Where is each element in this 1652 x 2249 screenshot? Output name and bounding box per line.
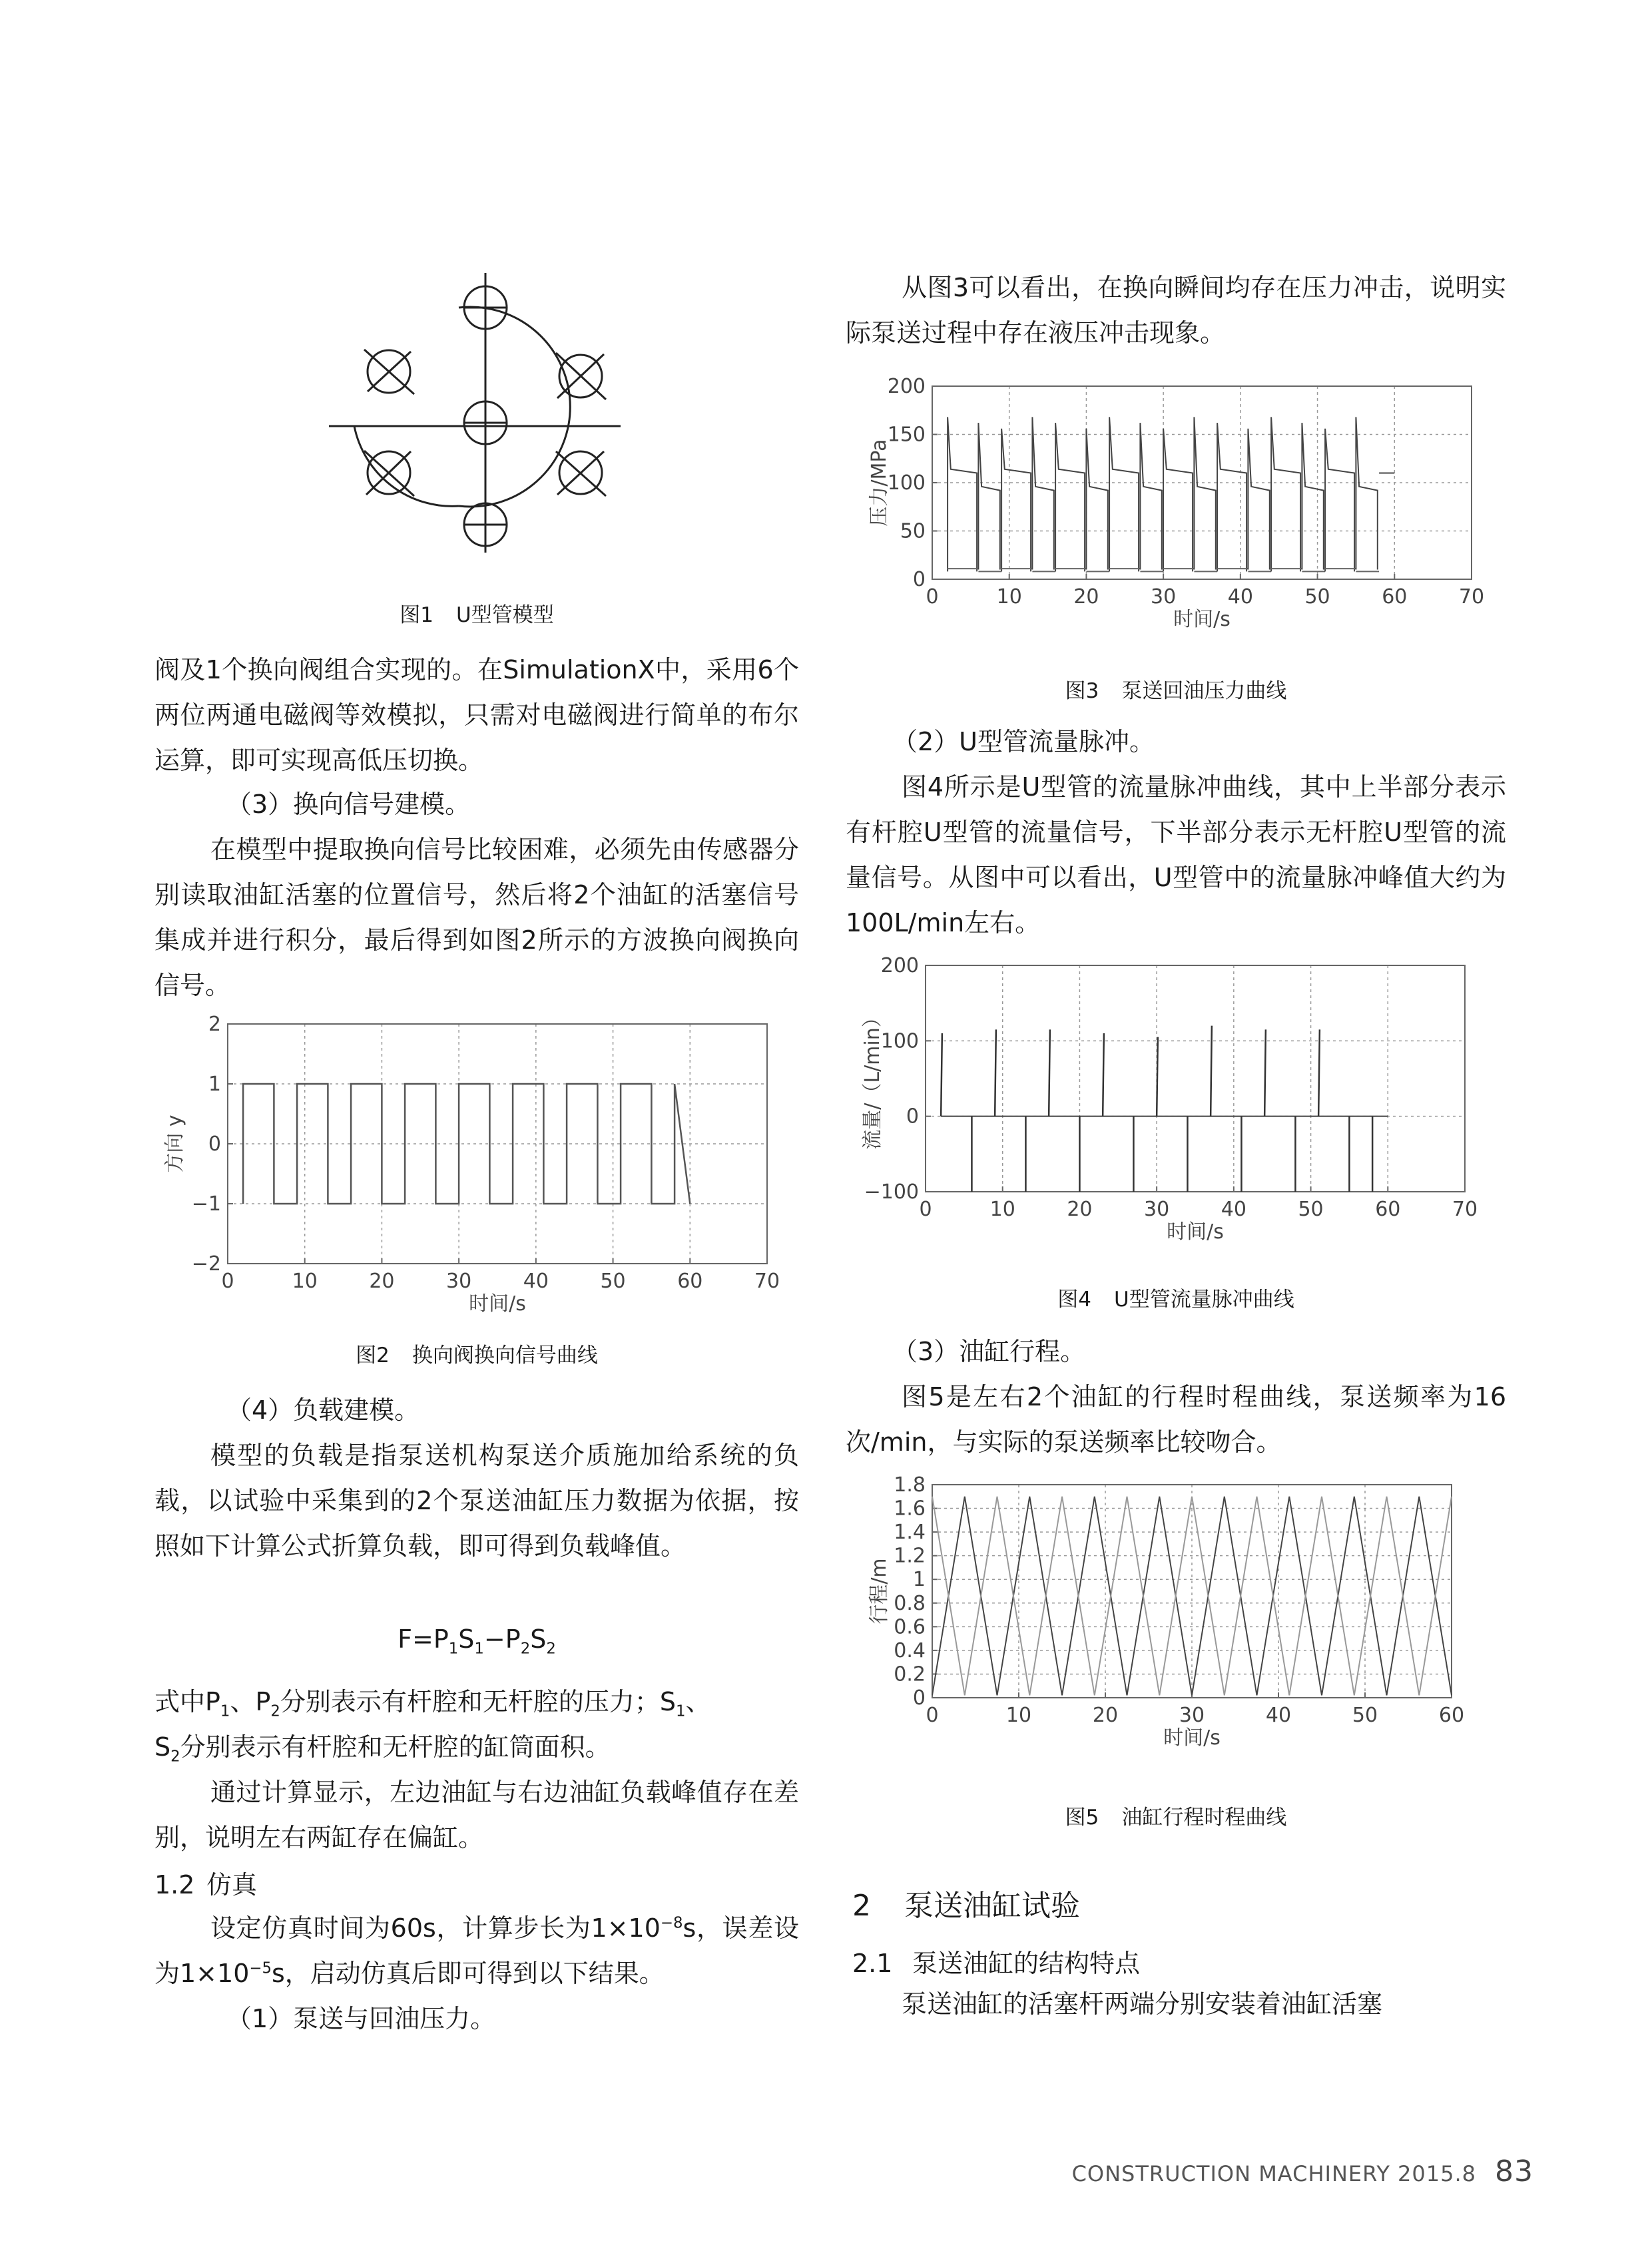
y-axis-label: 行程/m [868, 1558, 891, 1624]
pressure-segment [1032, 417, 1053, 569]
tick-label-y: −100 [864, 1180, 919, 1204]
page-footer [1072, 2154, 1533, 2188]
fig2-caption: 图2 换向阀换向信号曲线 [356, 1344, 598, 1368]
fig2-chart [154, 1013, 799, 1316]
fig1-caption: 图1 U型管模型 [400, 603, 554, 627]
tick-label-y: 0 [912, 568, 926, 591]
tick-label-x: 50 [1298, 1198, 1324, 1221]
tick-label-x: 20 [1067, 1198, 1093, 1221]
right-heading-3: （3）油缸行程。 [892, 1337, 1086, 1366]
pressure-segment [978, 423, 999, 569]
tick-label-y: 0.8 [894, 1591, 926, 1615]
fig5-chart [846, 1473, 1506, 1771]
flow-pulse-up [1103, 1033, 1104, 1117]
pressure-segment [1086, 429, 1107, 570]
pressure-segment [1055, 423, 1085, 571]
tick-label-x: 60 [1438, 1704, 1465, 1727]
tick-label-x: 70 [1452, 1198, 1478, 1221]
right-paragraph-4: 泵送油缸的活塞杆两端分别安装着油缸活塞 [902, 1989, 1383, 2019]
tick-label-x: 40 [1227, 585, 1253, 609]
pressure-segment [1194, 417, 1215, 569]
left-heading-3: （3）换向信号建模。 [226, 790, 471, 819]
tick-label-x: 70 [1458, 585, 1485, 609]
pressure-segment [1217, 423, 1246, 571]
tick-label-x: 30 [446, 1270, 472, 1293]
tick-label-x: 60 [677, 1270, 703, 1293]
pressure-segment [1271, 417, 1300, 571]
tick-label-x: 10 [292, 1270, 318, 1293]
page-number: 83 [1495, 2154, 1533, 2188]
tick-label-y: 1 [208, 1073, 221, 1096]
left-paragraph-2: 在模型中提取换向信号比较困难，必须先由传感器分别读取油缸活塞的位置信号，然后将2个油缸的活塞信号集成并进行积分，最后得到如图2所示的方波换向阀换向信号。 [154, 835, 799, 1000]
flow-pulse-up [1049, 1029, 1050, 1116]
fig4-caption: 图4 U型管流量脉冲曲线 [1057, 1288, 1294, 1312]
y-axis-label: 方向 y [163, 1115, 186, 1173]
section-1-2-heading: 1.2 仿真 [154, 1870, 258, 1899]
tick-label-y: 150 [887, 423, 926, 447]
tick-label-x: 20 [1092, 1704, 1119, 1727]
left-paragraph-5: 通过计算显示，左边油缸与右边油缸负载峰值存在差别，说明左右两缸存在偏缸。 [154, 1778, 799, 1852]
tick-label-x: 10 [989, 1198, 1015, 1221]
tick-label-y: 1.6 [894, 1497, 926, 1521]
tick-label-x: 30 [1179, 1704, 1205, 1727]
pressure-segment [1325, 429, 1354, 572]
tick-label-x: 10 [996, 585, 1022, 609]
tick-label-x: 0 [926, 1704, 939, 1727]
tick-label-y: 0.6 [894, 1615, 926, 1639]
pressure-segment [1140, 423, 1161, 569]
tick-label-y: 1 [912, 1568, 926, 1592]
tick-label-x: 10 [1005, 1704, 1032, 1727]
tick-label-y: 1.2 [894, 1544, 926, 1568]
pressure-segment [1248, 429, 1269, 570]
right-paragraph-2: 图4所示是U型管的流量脉冲曲线，其中上半部分表示有杆腔U型管的流量信号，下半部分表示无杆腔U型管的流量信号。从图中可以看出，U型管中的流量脉冲峰值大约为100L/min左右。 [846, 772, 1506, 937]
tick-label-x: 40 [523, 1270, 549, 1293]
flow-pulse-up [1264, 1029, 1266, 1116]
tick-label-y: 50 [900, 519, 926, 543]
tick-label-y: 2 [208, 1013, 221, 1036]
tick-label-x: 50 [600, 1270, 626, 1293]
fig3-chart [846, 375, 1506, 652]
y-axis-label: 流量/（L/min） [861, 1007, 884, 1150]
load-formula: $F=P_1S_1-P_2S_2$ [398, 1624, 556, 1658]
tick-label-y: 0.4 [894, 1638, 926, 1662]
fig3-caption: 图3 泵送回油压力曲线 [1065, 679, 1287, 703]
tick-label-y: −1 [191, 1192, 221, 1216]
flow-pulse-up [941, 1033, 942, 1117]
flow-pulse-up [1157, 1037, 1158, 1117]
tick-label-y: 100 [887, 471, 926, 495]
pressure-segment [1302, 423, 1323, 569]
right-heading-2: （2）U型管流量脉冲。 [892, 727, 1155, 756]
tick-label-y: 0.2 [894, 1662, 926, 1686]
tick-label-y: 200 [880, 954, 919, 977]
tick-label-x: 40 [1265, 1704, 1292, 1727]
pressure-segment [1001, 429, 1031, 572]
flow-pulse-up [1211, 1026, 1212, 1117]
tick-label-y: 100 [880, 1029, 919, 1053]
plot-frame [926, 965, 1465, 1192]
fig5-caption: 图5 油缸行程时程曲线 [1065, 1806, 1287, 1830]
series-line [243, 1084, 690, 1204]
tick-label-y: 200 [887, 375, 926, 398]
tick-label-x: 50 [1352, 1704, 1378, 1727]
pressure-segment [1109, 417, 1139, 571]
pressure-segment [1356, 417, 1377, 569]
section-2-heading: 2 泵送油缸试验 [852, 1889, 1080, 1923]
x-axis-label: 时间/s [1167, 1220, 1224, 1244]
tick-label-x: 30 [1151, 585, 1177, 609]
section-2-1-heading: 2.1 泵送油缸的结构特点 [852, 1949, 1141, 1978]
left-paragraph-3: 模型的负载是指泵送机构泵送介质施加给系统的负载，以试验中采集到的2个泵送油缸压力数据为依据，按照如下计算公式折算负载，即可得到负载峰值。 [154, 1441, 799, 1561]
tick-label-x: 0 [919, 1198, 932, 1221]
tick-label-y: 0 [208, 1132, 221, 1156]
fig1-diagram [328, 273, 634, 553]
journal-name: CONSTRUCTION MACHINERY 2015.8 [1071, 2161, 1476, 2186]
y-axis-label: 压力/MPa [868, 439, 891, 527]
tick-label-x: 0 [221, 1270, 234, 1293]
tick-label-y: 1.4 [894, 1521, 926, 1545]
tick-label-y: −2 [191, 1252, 221, 1276]
tick-label-y: 0 [912, 1686, 926, 1710]
left-heading-4: （4）负载建模。 [226, 1395, 420, 1425]
tick-label-x: 20 [1073, 585, 1099, 609]
tick-label-x: 20 [369, 1270, 395, 1293]
tick-label-x: 30 [1144, 1198, 1170, 1221]
left-paragraph-6: 设定仿真时间为60s，计算步长为$1\times 10^{-8}s$，误差设为$1\times 10^{-5}s$，启动仿真后即可得到以下结果。 [154, 1913, 799, 1988]
fig4-chart [846, 954, 1506, 1252]
right-paragraph-3: 图5是左右2个油缸的行程时程曲线，泵送频率为16次/min，与实际的泵送频率比较吻合。 [846, 1382, 1506, 1457]
pressure-segment [1163, 429, 1193, 572]
tick-label-x: 70 [754, 1270, 780, 1293]
x-axis-label: 时间/s [469, 1292, 526, 1316]
left-paragraph-1: 阀及1个换向阀组合实现的。在SimulationX中，采用6个两位两通电磁阀等效模拟，只需对电磁阀进行简单的布尔运算，即可实现高低压切换。 [154, 655, 799, 775]
left-paragraph-4: 式中$P_1$、$P_2$分别表示有杆腔和无杆腔的压力；$S_1$、 $S_2$分别表示有杆腔和无杆腔的缸筒面积。 [154, 1687, 711, 1766]
right-paragraph-1: 从图3可以看出，在换向瞬间均存在压力冲击，说明实际泵送过程中存在液压冲击现象。 [846, 273, 1506, 348]
tick-label-x: 50 [1304, 585, 1330, 609]
pressure-segment [948, 417, 977, 571]
flow-pulse-up [1318, 1029, 1320, 1116]
tick-label-y: 1.8 [894, 1473, 926, 1497]
tick-label-x: 60 [1382, 585, 1408, 609]
tick-label-y: 0 [906, 1105, 919, 1128]
tick-label-x: 0 [926, 585, 939, 609]
left-heading-1: （1）泵送与回油压力。 [226, 2004, 496, 2033]
x-axis-label: 时间/s [1173, 608, 1231, 631]
x-axis-label: 时间/s [1163, 1726, 1221, 1750]
tick-label-x: 40 [1221, 1198, 1246, 1221]
tick-label-x: 60 [1375, 1198, 1401, 1221]
flow-pulse-up [995, 1029, 996, 1116]
